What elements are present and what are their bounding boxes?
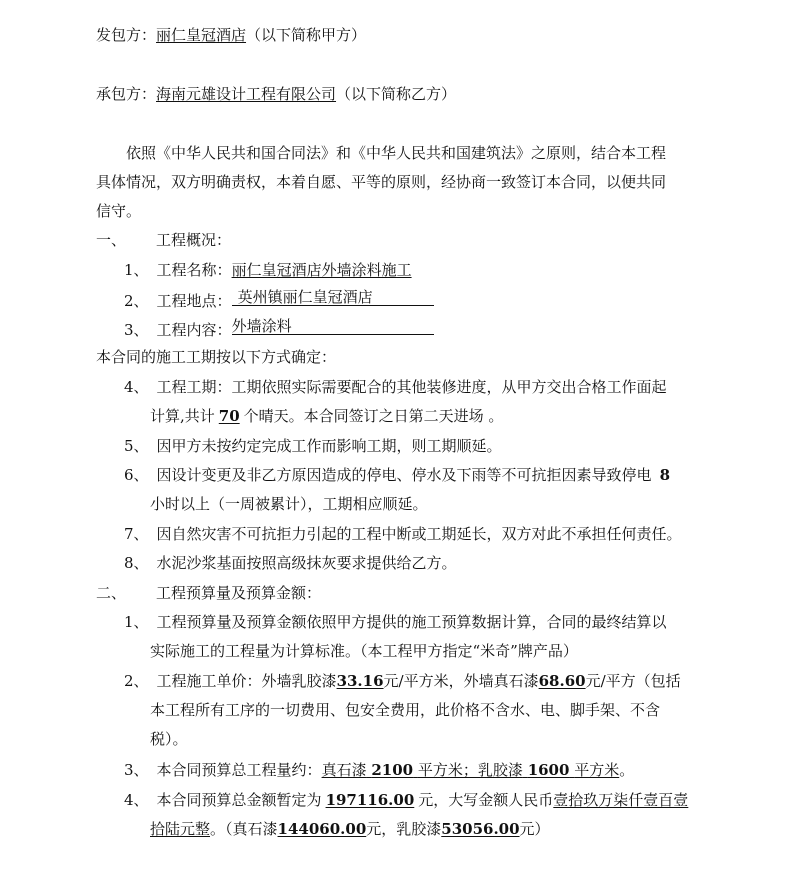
item-number: 1、 (124, 613, 149, 631)
item-number: 6、 (124, 466, 149, 484)
item-number: 1、 (124, 261, 149, 279)
item-number: 2、 (124, 292, 149, 310)
period-item-5-text: 因甲方未按约定完成工作而影响工期，则工期顺延。 (156, 437, 502, 455)
budget-item-1 (124, 612, 667, 632)
budget-item-1-text: 工程预算量及预算金额依照甲方提供的施工预算数据计算，合同的最终结算以 (156, 613, 667, 631)
period-item-6-cont: 小时以上（一周被累计），工期相应顺延。 (150, 495, 428, 513)
project-content-item (124, 318, 434, 340)
item-number: 2、 (124, 672, 149, 690)
item-number: 3、 (124, 321, 149, 339)
project-content-blank (232, 318, 434, 335)
budget-item-4-cont (150, 819, 550, 839)
budget-item-2-cont: 本工程所有工序的一切费用、包安全费用，此价格不含水、电、脚手架、不含 (150, 701, 661, 719)
preamble-line-3: 信守。 (96, 202, 142, 220)
period-item-8-text: 水泥沙浆基面按照高级抹灰要求提供给乙方。 (156, 554, 457, 572)
period-item-6 (124, 465, 670, 485)
period-item-7-text: 因自然灾害不可抗拒力引起的工程中断或工期延长，双方对此不承担任何责任。 (156, 525, 682, 543)
budget-item-2-text-a: 工程施工单价：外墙乳胶漆 (156, 672, 337, 690)
budget-item-4 (124, 790, 688, 810)
latex-label: 平方米；乳胶漆 (417, 761, 523, 779)
total-amount: 197116.00 (325, 791, 415, 809)
employer-label: 发包方： (96, 26, 157, 44)
project-location-value: 英州镇丽仁皇冠酒店 (237, 288, 373, 306)
period-item-6-text: 因设计变更及非乙方原因造成的停电、停水及下雨等不可抗拒因素导致停电 (156, 466, 652, 484)
item-number: 4、 (124, 791, 149, 809)
period-item-4-cont (150, 406, 503, 426)
contractor-suffix: （以下简称乙方） (336, 85, 457, 103)
period-item-4 (124, 377, 667, 397)
budget-item-3-end: 。 (619, 761, 635, 779)
total-amount-upper-2: 拾陆元整 (150, 820, 211, 838)
budget-item-2-cont-2: 税）。 (150, 730, 188, 748)
item-number: 8、 (124, 554, 149, 572)
budget-item-4-text-a: 本合同预算总金额暂定为 (156, 791, 322, 809)
budget-item-4-text-e: 元） (519, 820, 550, 838)
period-item-7 (124, 524, 682, 544)
period-item-4-text-a: 计算,共计 (150, 407, 215, 425)
preamble-line-2: 具体情况，双方明确责权，本着自愿、平等的原则，经协商一致签订本合同，以便共同 (96, 173, 667, 191)
item-label: 工程名称： (156, 261, 232, 279)
item-number: 7、 (124, 525, 149, 543)
stone-paint-unit-price: 68.60 (538, 672, 586, 690)
employer-line (96, 25, 366, 45)
section-1-title: 工程概况： (156, 231, 232, 249)
budget-item-3 (124, 760, 634, 780)
project-content-value: 外墙涂料 (231, 317, 292, 335)
budget-item-2-text-b: 元/平方米，外墙真石漆 (383, 672, 539, 690)
period-item-5 (124, 436, 502, 456)
budget-item-3-text-a: 本合同预算总工程量约： (156, 761, 322, 779)
employer-name: 丽仁皇冠酒店 (156, 26, 247, 44)
employer-suffix: （以下简称甲方） (246, 26, 367, 44)
section-1-heading (96, 230, 231, 250)
item-label: 工程内容： (156, 321, 232, 339)
section-2-title: 工程预算量及预算金额： (156, 584, 322, 602)
budget-item-2 (124, 671, 681, 691)
section-2-heading (96, 583, 321, 603)
contractor-label: 承包方： (96, 85, 157, 103)
section-1-number: 一、 (96, 231, 127, 249)
latex-quantity: 1600 (527, 761, 570, 779)
latex-unit-price: 33.16 (336, 672, 384, 690)
section-2-number: 二、 (96, 584, 127, 602)
latex-amount: 53056.00 (441, 820, 520, 838)
period-intro: 本合同的施工工期按以下方式确定： (96, 348, 337, 366)
budget-item-4-text-c: 。（真石漆 (210, 820, 278, 838)
budget-item-4-text-d: 元，乳胶漆 (366, 820, 442, 838)
total-amount-upper-1: 壹拾玖万柒仟壹百壹 (553, 791, 689, 809)
stone-paint-quantity: 2100 (371, 761, 414, 779)
stone-paint-label: 真石漆 (321, 761, 367, 779)
stone-paint-amount: 144060.00 (277, 820, 367, 838)
project-location-item (124, 289, 434, 311)
preamble-line-1: 依照《中华人民共和国合同法》和《中华人民共和国建筑法》之原则，结合本工程 (126, 144, 667, 162)
project-name-item (124, 260, 412, 280)
contractor-name: 海南元雄设计工程有限公司 (156, 85, 337, 103)
budget-item-4-text-b: 元，大写金额人民币 (418, 791, 554, 809)
contractor-line (96, 84, 456, 104)
period-item-4-text-b: 个晴天。本合同签订之日第二天进场 。 (243, 407, 504, 425)
item-number: 3、 (124, 761, 149, 779)
item-label: 工程地点： (156, 292, 232, 310)
project-location-blank (232, 289, 434, 306)
period-item-4-text: 工程工期：工期依照实际需要配合的其他装修进度，从甲方交出合格工作面起 (156, 378, 667, 396)
period-item-8 (124, 553, 457, 573)
item-number: 5、 (124, 437, 149, 455)
project-name-value: 丽仁皇冠酒店外墙涂料施工 (231, 261, 412, 279)
budget-item-1-cont: 实际施工的工程量为计算标准。（本工程甲方指定“米奇”牌产品） (150, 642, 578, 660)
quantity-unit: 平方米 (574, 761, 620, 779)
duration-days-value: 70 (218, 407, 240, 425)
outage-hours-value: 8 (659, 466, 670, 484)
budget-item-2-text-c: 元/平方（包括 (585, 672, 681, 690)
item-number: 4、 (124, 378, 149, 396)
